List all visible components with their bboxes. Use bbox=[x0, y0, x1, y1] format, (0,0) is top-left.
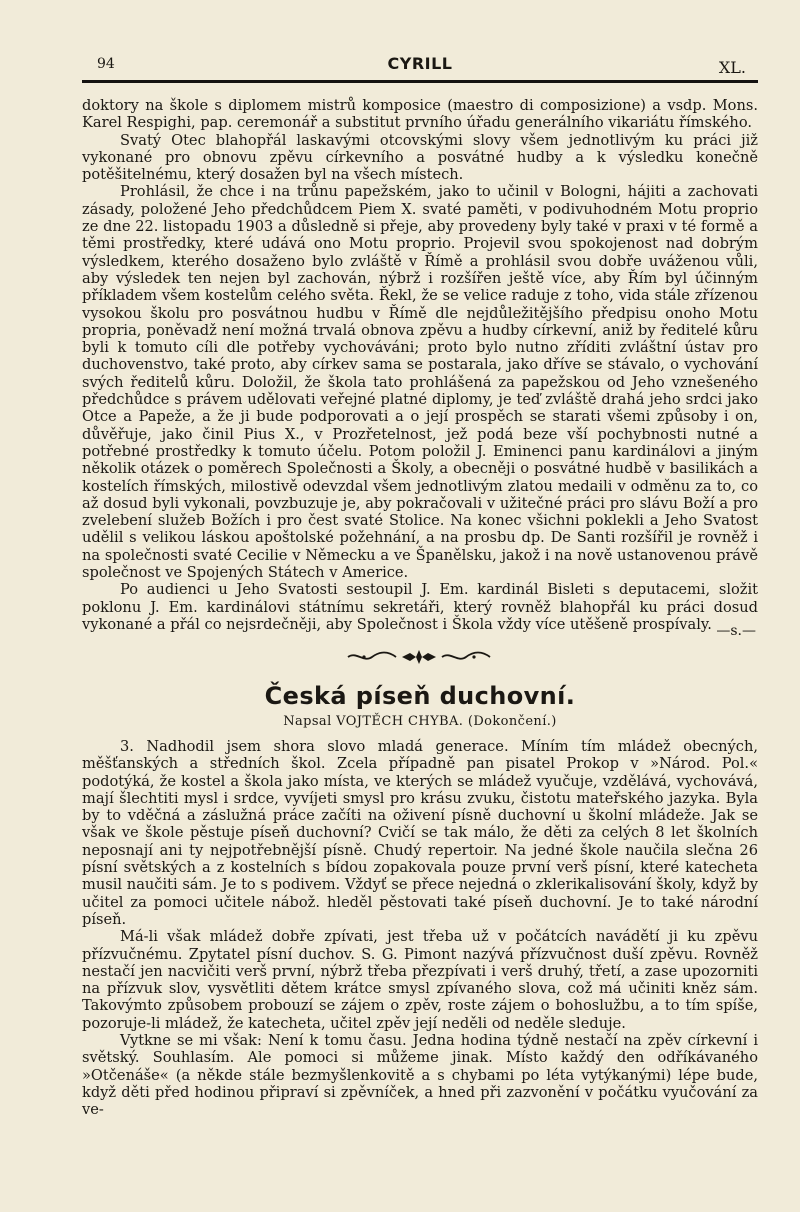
article-one-signature: —s.— bbox=[716, 623, 756, 639]
decorative-ornament-icon bbox=[344, 647, 494, 667]
article-two-body bbox=[82, 738, 758, 1119]
page-number: 94 bbox=[97, 56, 115, 72]
article-one-paragraph-4: Po audienci u Jeho Svatosti sestoupil J. Em. kardinál Bisleti s deputacemi, složit poklonu J. Em. kardinálovi státnímu sekretáři, který rovněž blahopřál ku práci dosud vykonané a přál co nejsrdečněji, aby Společnost i Škola vždy více utěšeně prospívaly. bbox=[82, 581, 758, 633]
article-two-paragraph-1: 3. Nadhodil jsem shora slovo mladá generace. Míním tím mládež obecných, měšťanských a středních škol. Zcela případně pan pisatel Prokop v »Národ. Pol.« podotýká, že kostel a škola jako místa, ve kterých se mládež vyučuje, vzdělává, vychovává, mají šlechtiti mysl i srdce, vyvíjeti smysl pro krásu zvuku, čistotu mateřského jazyka. Byla by to vděčná a záslužná práce začíti na oživení písně duchovní u školní mládeže. Jak se však ve škole pěstuje píseň duchovní? Cvičí se tak málo, že děti za celých 8 let školních neposnají ani ty nejpotřebnější písně. Chudý repertoir. Na jedné škole naučila slečna 26 písní světských a z kostelních s bídou zopakovala pouze první verš písní, které katecheta musil naučiti sám. Je to s podivem. Vždyť se přece nejedná o zklerikalisování školy, když by učitel za pomoci učitele nábož. hleděl pěstovati také píseň duchovní. Je to také národní píseň. bbox=[82, 738, 758, 928]
article-two-paragraph-3: Vytkne se mi však: Není k tomu času. Jedna hodina týdně nestačí na zpěv církevní i světský. Souhlasím. Ale pomoci si můžeme jinak. Místo každý den odříkávaného »Otčenáše« (a někde stále bezmyšlenkovitě a s chybami po léta vytýkanými) lépe bude, když děti před hodinou připraví si zpěvníček, a hned při zazvonění v počátku vyučování za ve- bbox=[82, 1032, 758, 1119]
article-one-paragraph-2: Svatý Otec blahopřál laskavými otcovskými slovy všem jednotlivým ku práci již vykonané pro obnovu zpěvu církevního a posvátné hudby a k výsledku konečně potěšitelnému, který dosažen byl na všech místech. bbox=[82, 131, 758, 184]
article-two-byline: Napsal VOJTĚCH CHYBA. (Dokončení.) bbox=[283, 714, 557, 729]
volume-number: XL. bbox=[718, 58, 746, 77]
article-one-paragraph-3: Prohlásil, že chce i na trůnu papežském, jako to učinil v Bologni, hájiti a zachovati zásady, položené Jeho předchůdcem Piem X. svaté paměti, v podivuhodném Motu proprio ze dne 22. listopadu 1903 a důsledně si přeje, aby provedeny byly také v praxi v té formě a těmi prostředky, které udává ono Motu proprio. Projevil svou spokojenost nad dobrým výsledkem, kterého dosaženo bylo zvláště v Římě a prohlásil svou dobře uváženou vůli, aby výsledek ten nejen byl zachován, nýbrž i rozšířen ještě více, aby Řím byl účinným příkladem všem kostelům celého světa. Řekl, že se velice raduje z toho, vida stále zřízenou vysokou školu pro posvátnou hudbu v Římě dle nejdůležitějšího předpisu onoho Motu propria, poněvadž není možná trvalá obnova zpěvu a hudby církevní, aniž by ředitelé kůru byli k tomuto cíli dle potřeby vychováváni; proto bylo nutno zříditi zvláštní ústav pro duchovenstvo, také proto, aby církev sama se postarala, jako dříve se stávalo, o vychování svých ředitelů kůru. Doložil, že škola tato prohlášená za papežskou od Jeho vznešeného předchůdce s právem udělovati veřejné platné diplomy, je teď zvláště drahá jeho srdci jako Otce a Papeže, a že ji bude podporovati a o její prospěch se starati všemi způsoby i on, důvěřuje, jako činil Pius X., v Prozřetelnost, jež podá beze vší pochybnosti nutné a potřebné prostředky k tomuto účelu. Potom položil J. Eminenci panu kardinálovi a jiným několik otázek o poměrech Společnosti a Školy, a obecněji o posvátné hudbě v basilikách a kostelích římských, milostivě odevzdal všem jednotlivým zlatou medaili v odměnu za to, co až dosud byli vykonali, povzbuzuje je, aby pokračovali v užitečné práci pro slávu Boží a pro zvelebení služeb Božích i pro čest svaté Stolice. Na konec všichni poklekli a Jeho Svatost udělil s velikou láskou apoštolské požehnání, a na prosbu dp. De Santi rozšířil je rovněž i na společnosti svaté Cecilie v Německu a ve Španělsku, jakož i na nově ustanovenou právě společnost ve Spojených Státech v Americe. bbox=[82, 183, 758, 582]
article-two-paragraph-2: Má-li však mládež dobře zpívati, jest třeba už v počátcích navádětí ji ku zpěvu přízvučnému. Zpytatel písní duchov. S. G. Pimont nazývá přízvučnost duší zpěvu. Rovněž nestačí jen nacvičiti verš první, nýbrž třeba přezpívati i verš druhý, třetí, a zase upozorniti na přízvuk slov, vysvětliti dětem krátce smysl zpívaného slova, což má učiniti kněz sám. Takovýmto způsobem probouzí se zájem o zpěv, roste zájem o bohoslužbu, a to tím spíše, pozoruje-li mládež, že katecheta, učitel zpěv její neděli od neděle sleduje. bbox=[82, 928, 758, 1032]
journal-title: CYRILL bbox=[387, 54, 453, 73]
article-one-body bbox=[82, 97, 758, 633]
page-header bbox=[82, 50, 758, 83]
article-two-title: Česká píseň duchovní. bbox=[264, 682, 576, 710]
article-one-paragraph-1: doktory na škole s diplomem mistrů komposice (maestro di composizione) a vsdp. Mons. Karel Respighi, pap. ceremonář a substitut prvního úřadu generálního vikariátu římského. bbox=[82, 97, 758, 132]
